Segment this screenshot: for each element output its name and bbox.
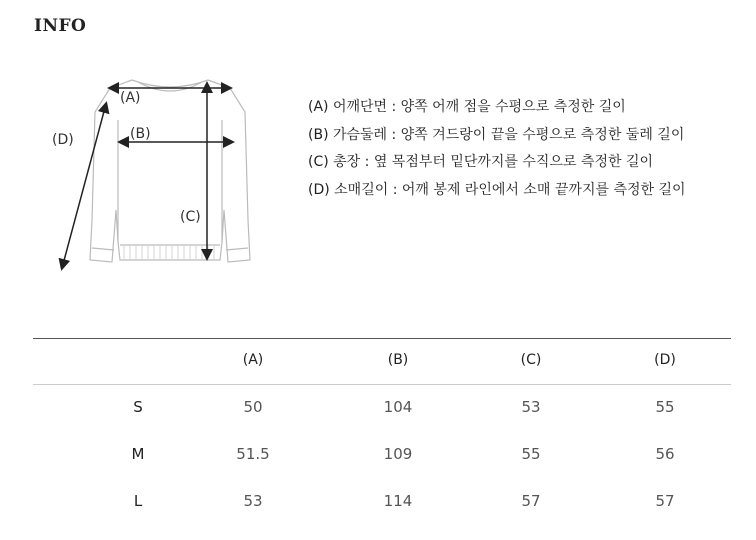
measurement-definitions	[308, 94, 748, 204]
table-cell: 50	[243, 398, 263, 416]
header-a: (A)	[242, 352, 264, 368]
sweater-outline	[90, 80, 250, 262]
header-c: (C)	[520, 352, 542, 368]
table-cell: 109	[383, 445, 413, 463]
table-cell: 51.5	[236, 445, 270, 463]
table-top-rule	[33, 338, 731, 339]
page-title: INFO	[34, 16, 87, 36]
arrow-d	[62, 104, 106, 268]
table-cell: 56	[655, 445, 675, 463]
definition-c: (C) 총장 : 옆 목점부터 밑단까지를 수직으로 측정한 길이	[308, 154, 654, 170]
size-label-l: L	[133, 492, 143, 510]
size-label-s: S	[133, 398, 143, 416]
header-b: (B)	[387, 352, 409, 368]
table-cell: 53	[521, 398, 541, 416]
table-cell: 55	[521, 445, 541, 463]
definition-d: (D) 소매길이 : 어깨 봉제 라인에서 소매 끝까지를 측정한 길이	[308, 181, 686, 198]
header-d: (D)	[654, 352, 676, 368]
definition-b: (B) 가슴둘레 : 양쪽 겨드랑이 끝을 수평으로 측정한 둘레 길이	[308, 126, 685, 143]
table-cell: 104	[383, 398, 413, 416]
sweater-measurement-diagram	[40, 60, 290, 280]
size-label-m: M	[131, 445, 145, 463]
label-b: (B)	[130, 126, 151, 142]
label-a: (A)	[120, 90, 141, 106]
table-cell: 55	[655, 398, 675, 416]
table-header-rule	[33, 384, 731, 385]
label-d: (D)	[52, 132, 74, 148]
label-c: (C)	[180, 209, 201, 225]
table-cell: 53	[243, 492, 263, 510]
table-cell: 114	[383, 492, 413, 510]
definition-a: (A) 어깨단면 : 양쪽 어깨 점을 수평으로 측정한 길이	[308, 99, 626, 115]
table-cell: 57	[655, 492, 675, 510]
table-cell: 57	[521, 492, 541, 510]
